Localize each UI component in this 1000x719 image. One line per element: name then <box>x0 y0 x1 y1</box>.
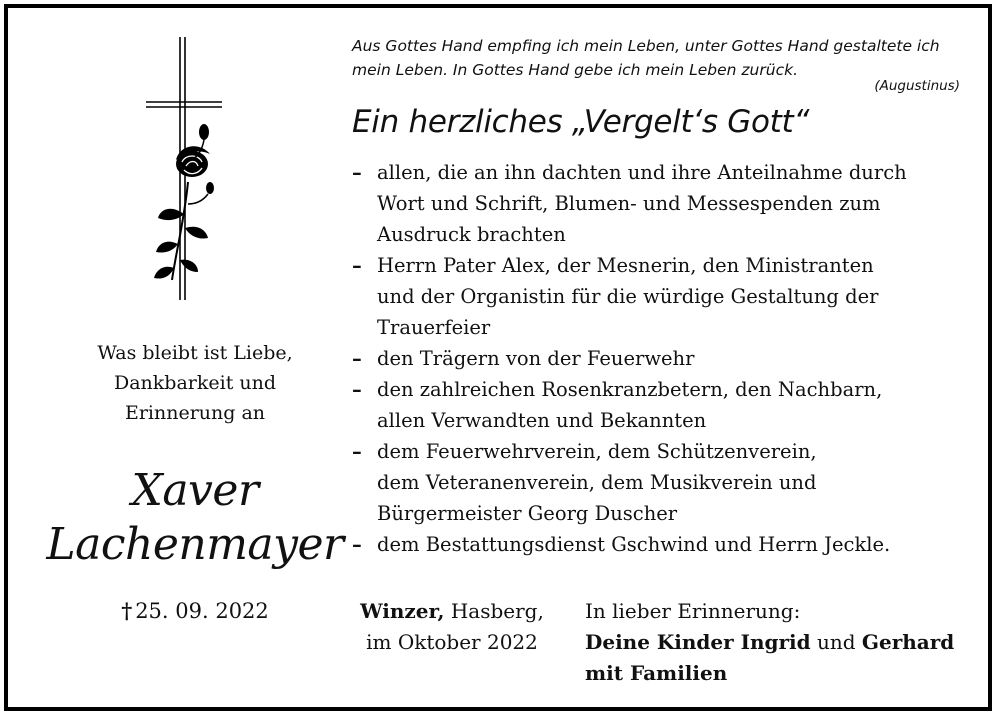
list-line: Bürgermeister Georg Duscher <box>377 502 678 525</box>
list-line: Wort und Schrift, Blumen- und Messespenden zum <box>377 192 881 215</box>
dash-icon: – <box>352 440 362 463</box>
list-item <box>352 250 972 343</box>
dash-icon: – <box>352 533 362 556</box>
families-line <box>585 658 985 689</box>
intro-line: Erinnerung an <box>124 402 266 424</box>
list-item <box>352 343 972 374</box>
death-date: 25. 09. 2022 <box>135 599 269 623</box>
list-line: Herrn Pater Alex, der Mesnerin, den Ministranten <box>377 254 874 277</box>
list-line: und der Organistin für die würdige Gestaltung der <box>377 285 879 308</box>
list-item <box>352 157 972 250</box>
signers-and: und <box>810 630 862 654</box>
intro-text <box>40 338 350 428</box>
dash-icon: – <box>352 347 362 370</box>
quote-line: Aus Gottes Hand empfing ich mein Leben, unter Gottes Hand gestaltete ich <box>352 37 940 55</box>
place-and-date <box>352 596 552 658</box>
signers-line <box>585 627 985 658</box>
quote-source: (Augustinus) <box>874 78 960 94</box>
first-name: Xaver <box>131 465 259 516</box>
list-line: Trauerfeier <box>377 316 491 339</box>
dash-icon: – <box>352 161 362 184</box>
memory-line: In lieber Erinnerung: <box>585 599 801 623</box>
list-item <box>352 436 972 529</box>
list-item <box>352 374 972 436</box>
list-line: allen, die an ihn dachten und ihre Anteilnahme durch <box>377 161 907 184</box>
families-bold: mit Familien <box>585 661 728 685</box>
headline: Ein herzliches „Vergelt‘s Gott“ <box>352 104 810 140</box>
dash-icon: – <box>352 254 362 277</box>
dash-icon: – <box>352 378 362 401</box>
list-line: den zahlreichen Rosenkranzbetern, den Nachbarn, <box>377 378 883 401</box>
place-line <box>352 596 552 627</box>
last-name: Lachenmayer <box>46 519 344 570</box>
list-line: dem Veteranenverein, dem Musikverein und <box>377 471 817 494</box>
list-line: dem Bestattungsdienst Gschwind und Herrn Jeckle. <box>377 533 891 556</box>
signers-bold-2: Gerhard <box>861 630 955 654</box>
dagger-icon: † <box>121 598 133 623</box>
deceased-name <box>20 464 370 572</box>
list-item <box>352 529 972 560</box>
place-bold: Winzer, <box>360 599 445 623</box>
quote-line: mein Leben. In Gottes Hand gebe ich mein Leben zurück. <box>352 61 798 79</box>
list-line: allen Verwandten und Bekannten <box>377 409 707 432</box>
date-line: im Oktober 2022 <box>366 630 538 654</box>
thanks-list <box>352 157 972 560</box>
place-rest: Hasberg, <box>444 599 544 623</box>
signers-bold: Deine Kinder Ingrid <box>585 630 811 654</box>
list-line: dem Feuerwehrverein, dem Schützenverein, <box>377 440 817 463</box>
intro-line: Was bleibt ist Liebe, <box>97 342 293 364</box>
death-date-line <box>40 598 350 623</box>
list-line: den Trägern von der Feuerwehr <box>377 347 695 370</box>
list-line: Ausdruck brachten <box>377 223 566 246</box>
cross-with-rose-icon <box>140 32 240 312</box>
intro-line: Dankbarkeit und <box>113 372 277 394</box>
signature <box>585 596 985 689</box>
quote <box>352 34 972 82</box>
